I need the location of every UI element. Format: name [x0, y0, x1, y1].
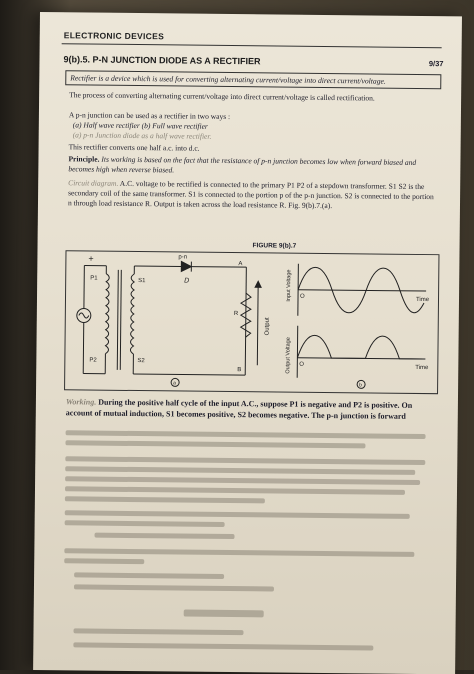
label-a: a: [173, 380, 176, 386]
label-P2: P2: [89, 358, 97, 364]
origin-output: O: [299, 362, 304, 368]
principle-paragraph: [68, 154, 438, 178]
paragraph-rectification: The process of converting alternating current/voltage into direct current/voltage is called rectification.: [69, 90, 439, 104]
waveform-graphs: [297, 264, 426, 379]
converts-text: This rectifier converts one half a.c. into d.c.: [69, 142, 439, 156]
book-page: [33, 12, 462, 674]
circuit-paragraph: [68, 178, 438, 212]
diode-name: D: [184, 278, 189, 285]
time-label-input: Time: [416, 297, 430, 303]
half-wave-heading: (a) p-n Junction diode as a half wave rectifier.: [73, 130, 443, 144]
definition-box: Rectifier is a device which is used for converting alternating current/voltage into direct current/voltage.: [65, 70, 441, 89]
paragraph-two-ways: A p-n junction can be used as a rectifier in two ways :: [69, 110, 439, 124]
blurred-line: [64, 548, 414, 557]
blurred-line: [65, 486, 405, 495]
label-B: B: [237, 367, 241, 373]
circuit-text: A.C. voltage to be rectified is connected to the primary P1 P2 of a stepdown transformer. S1 S2 is the secondary coil of the same transformer. S1 is connected to the portion p of the p-n junction. S2 is connected to the portion n through load resistance R. Output is taken across the load resistance R. Fig. 9(b).7.(a).: [68, 179, 434, 210]
blurred-line: [74, 584, 274, 591]
circuit-label: Circuit diagram.: [68, 178, 118, 188]
origin-input: O: [300, 294, 305, 300]
principle-label: Principle.: [68, 154, 99, 163]
label-A: A: [238, 261, 242, 267]
blurred-line: [65, 510, 410, 519]
figure-frame: [64, 250, 439, 394]
running-header: ELECTRONIC DEVICES: [64, 30, 164, 41]
output-axis-label: Output Voltage: [285, 337, 291, 373]
blurred-line: [65, 456, 425, 465]
label-S1: S1: [138, 278, 146, 284]
diode-label: p-n: [178, 254, 187, 260]
section-title: 9(b).5. P-N JUNCTION DIODE AS A RECTIFIER: [63, 54, 260, 66]
working-label: Working.: [66, 397, 96, 406]
blurred-line: [65, 440, 365, 448]
principle-text: Its working is based on the fact that the resistance of p-n junction becomes low when forward biased and becomes high when reverse biased.: [68, 155, 416, 175]
blurred-line: [94, 533, 234, 539]
ways-list: (a) Half wave rectifier (b) Full wave rectifier: [73, 120, 443, 134]
header-rule: [62, 43, 442, 48]
figure-drawing: [65, 251, 438, 393]
circuit-diagram: [76, 260, 261, 375]
blurred-line: [65, 520, 225, 527]
blurred-line: [74, 572, 224, 579]
blurred-line: [64, 558, 144, 564]
label-P1: P1: [90, 276, 98, 282]
page-number: 9/37: [429, 59, 444, 68]
blurred-line: [73, 642, 373, 650]
blurred-line: [65, 496, 265, 503]
blurred-line: [66, 430, 426, 439]
time-label-output: Time: [415, 365, 429, 371]
label-S2: S2: [137, 358, 145, 364]
blurred-equation: [184, 610, 264, 618]
label-output: Output: [265, 317, 271, 335]
label-R: R: [234, 311, 239, 317]
input-axis-label: Input Voltage: [286, 269, 292, 301]
figure-title: FIGURE 9(b).7: [253, 242, 297, 249]
working-text: During the positive half cycle of the input A.C., suppose P1 is negative and P2 is positive. On account of mutual induction, S1 becomes positive, S2 becomes negative. The p-n junction is forward: [66, 398, 413, 421]
working-paragraph: [66, 396, 436, 422]
blurred-line: [65, 466, 415, 475]
blurred-line: [73, 628, 243, 635]
plus-sign-primary: +: [88, 254, 93, 264]
blurred-line: [65, 476, 420, 485]
label-b: b: [359, 382, 362, 388]
